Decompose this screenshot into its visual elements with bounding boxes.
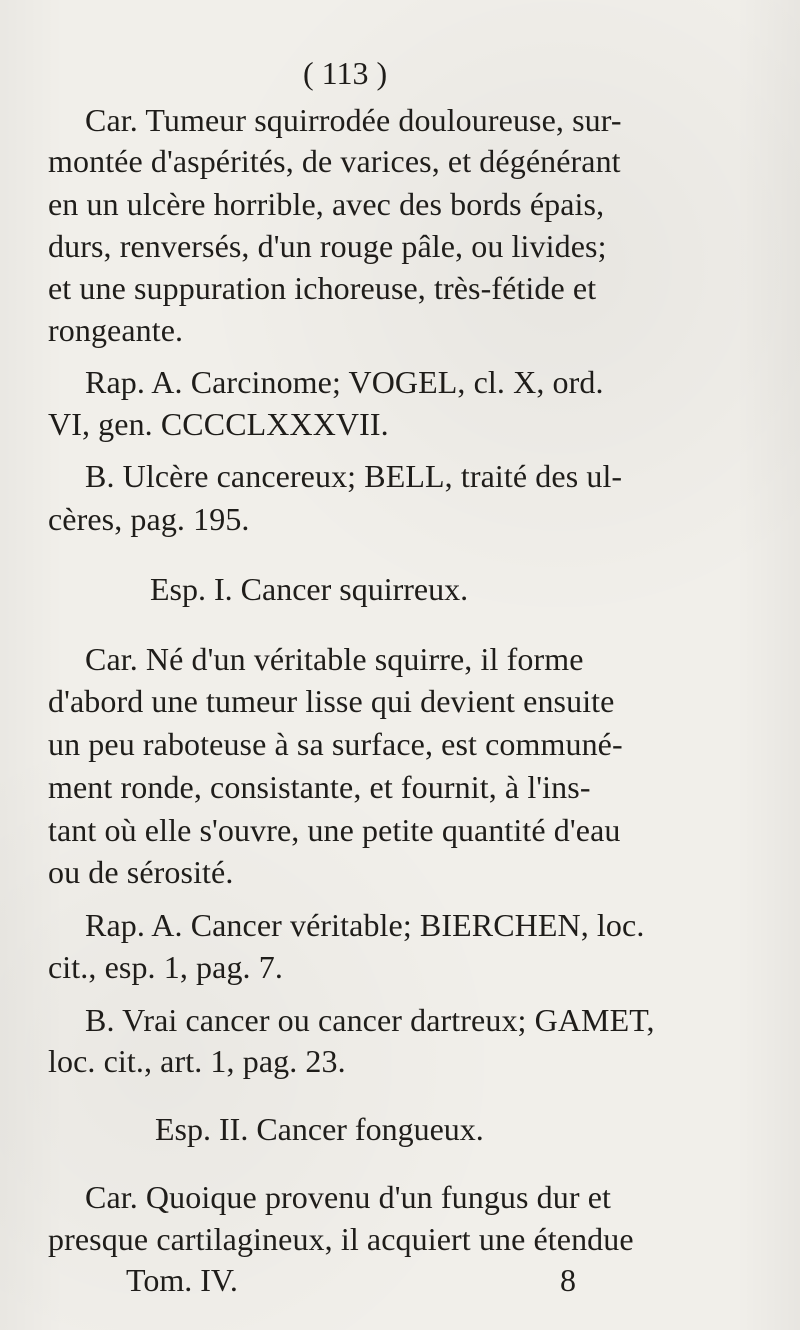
reference-line: loc. cit., art. 1, pag. 23. xyxy=(48,1043,346,1079)
text-line: Car. Né d'un véritable squirre, il forme xyxy=(85,641,584,677)
reference-line: B. Ulcère cancereux; BELL, traité des ul- xyxy=(85,458,623,494)
section-heading: Esp. I. Cancer squirreux. xyxy=(150,571,469,607)
text-line: presque cartilagineux, il acquiert une étendue xyxy=(48,1221,634,1257)
reference-line: Rap. A. Carcinome; VOGEL, cl. X, ord. xyxy=(85,364,604,400)
text-line: un peu raboteuse à sa surface, est communé- xyxy=(48,726,623,762)
text-line: d'abord une tumeur lisse qui devient ensuite xyxy=(48,683,615,719)
footer-signature: 8 xyxy=(560,1262,576,1298)
text-line: durs, renversés, d'un rouge pâle, ou livides; xyxy=(48,228,607,264)
text-line: Car. Quoique provenu d'un fungus dur et xyxy=(85,1179,612,1215)
text-line: ou de sérosité. xyxy=(48,854,234,890)
text-line: et une suppuration ichoreuse, très-fétide et xyxy=(48,270,597,306)
reference-line: cit., esp. 1, pag. 7. xyxy=(48,949,283,985)
footer-volume: Tom. IV. xyxy=(126,1262,238,1298)
page-number: ( 113 ) xyxy=(303,55,388,91)
reference-line: cères, pag. 195. xyxy=(48,501,250,537)
text-line: montée d'aspérités, de varices, et dégénérant xyxy=(48,143,621,179)
text-line: ment ronde, consistante, et fournit, à l'ins- xyxy=(48,769,591,805)
section-heading: Esp. II. Cancer fongueux. xyxy=(155,1111,484,1147)
reference-line: Rap. A. Cancer véritable; BIERCHEN, loc. xyxy=(85,907,645,943)
text-line: en un ulcère horrible, avec des bords épais, xyxy=(48,186,605,222)
text-line: tant où elle s'ouvre, une petite quantité d'eau xyxy=(48,812,621,848)
text-line: rongeante. xyxy=(48,312,184,348)
reference-line: VI, gen. CCCCLXXXVII. xyxy=(48,406,389,442)
text-line: Car. Tumeur squirrodée douloureuse, sur- xyxy=(85,102,622,138)
reference-line: B. Vrai cancer ou cancer dartreux; GAMET, xyxy=(85,1002,655,1038)
